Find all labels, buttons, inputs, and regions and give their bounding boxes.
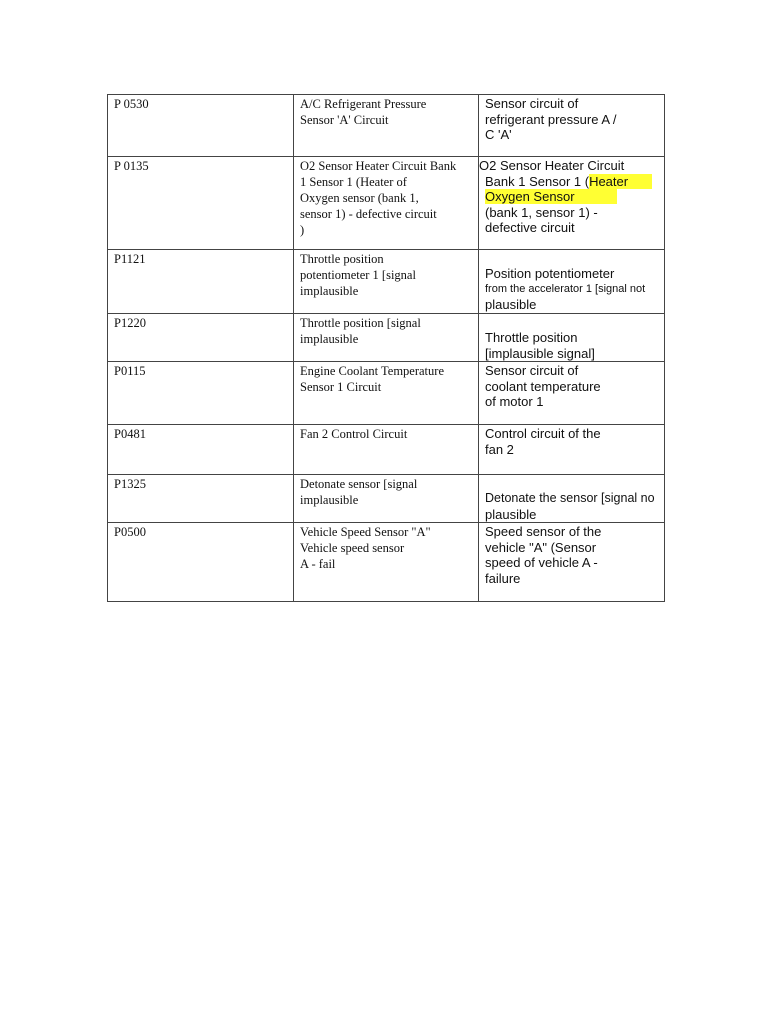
translation-line: [implausible signal] bbox=[485, 345, 595, 361]
translation-line: C 'A' bbox=[485, 127, 512, 142]
description-line: Vehicle speed sensor bbox=[300, 541, 405, 555]
description-line: implausible bbox=[300, 332, 359, 346]
dtc-code: P1325 bbox=[114, 477, 146, 491]
translation-line: Detonate the sensor [signal no bbox=[485, 491, 655, 505]
dtc-code: P0500 bbox=[114, 525, 146, 539]
translation-line: vehicle "A" (Sensor bbox=[485, 539, 597, 555]
dtc-code: P 0135 bbox=[114, 159, 149, 173]
english-description-cell bbox=[294, 475, 479, 523]
translation-line: plausible bbox=[485, 506, 537, 522]
description-line: sensor 1) - defective circuit bbox=[300, 207, 437, 221]
code-cell bbox=[108, 523, 294, 602]
translation-cell bbox=[479, 95, 665, 157]
english-description-cell bbox=[294, 523, 479, 602]
translation-line: Control circuit of the bbox=[485, 426, 601, 441]
description-line: Throttle position [signal bbox=[300, 316, 421, 330]
code-cell bbox=[108, 157, 294, 250]
english-description-cell bbox=[294, 157, 479, 250]
english-description-cell bbox=[294, 95, 479, 157]
table-row bbox=[108, 425, 665, 475]
description-line: implausible bbox=[300, 493, 359, 507]
translation-line: Position potentiometer bbox=[485, 266, 615, 281]
translation-cell bbox=[479, 523, 665, 602]
description-line: Engine Coolant Temperature bbox=[300, 364, 444, 378]
translation-line: Sensor circuit of bbox=[485, 363, 579, 378]
table-row bbox=[108, 157, 665, 250]
code-cell bbox=[108, 95, 294, 157]
translation-line: Sensor circuit of bbox=[485, 96, 579, 111]
translation-cell bbox=[479, 157, 665, 250]
description-line: Fan 2 Control Circuit bbox=[300, 427, 408, 441]
english-description-cell bbox=[294, 250, 479, 314]
description-line: Vehicle Speed Sensor "A" bbox=[300, 525, 431, 539]
translation-line: failure bbox=[485, 570, 521, 586]
code-cell bbox=[108, 314, 294, 362]
translation-line: (bank 1, sensor 1) - bbox=[485, 204, 598, 220]
description-line: A - fail bbox=[300, 557, 336, 571]
english-description-cell bbox=[294, 362, 479, 425]
translation-line bbox=[485, 174, 658, 190]
description-line: potentiometer 1 [signal bbox=[300, 268, 416, 282]
translation-cell bbox=[479, 314, 665, 362]
translation-line: Throttle position bbox=[485, 330, 578, 345]
translation-line: defective circuit bbox=[485, 220, 575, 235]
translation-line: O2 Sensor Heater Circuit bbox=[479, 158, 625, 173]
english-description-cell bbox=[294, 425, 479, 475]
translation-line: from the accelerator 1 [signal not bbox=[485, 282, 646, 295]
description-line: Throttle position bbox=[300, 252, 384, 266]
translation-cell bbox=[479, 475, 665, 523]
highlighted-text: Heater bbox=[589, 174, 652, 189]
description-line: 1 Sensor 1 (Heater of bbox=[300, 175, 407, 189]
translation-text: Bank 1 Sensor 1 ( bbox=[485, 173, 590, 189]
spacer bbox=[485, 315, 658, 330]
translation-line: refrigerant pressure A / bbox=[485, 111, 617, 127]
table-row bbox=[108, 475, 665, 523]
translation-cell bbox=[479, 362, 665, 425]
translation-line: speed of vehicle A - bbox=[485, 555, 598, 570]
table-row bbox=[108, 95, 665, 157]
description-line: ) bbox=[300, 223, 305, 237]
dtc-code: P1121 bbox=[114, 252, 146, 266]
table-row bbox=[108, 250, 665, 314]
spacer bbox=[485, 476, 658, 491]
translation-line: plausible bbox=[485, 297, 537, 312]
translation-cell bbox=[479, 425, 665, 475]
table-row bbox=[108, 314, 665, 362]
dtc-code: P0481 bbox=[114, 427, 146, 441]
dtc-code: P 0530 bbox=[114, 97, 149, 111]
code-cell bbox=[108, 475, 294, 523]
highlighted-text: Oxygen Sensor bbox=[485, 189, 617, 204]
translation-line: of motor 1 bbox=[485, 394, 544, 409]
translation-line: coolant temperature bbox=[485, 378, 601, 394]
translation-line bbox=[485, 189, 658, 205]
dtc-code: P1220 bbox=[114, 316, 146, 330]
description-line: O2 Sensor Heater Circuit Bank bbox=[300, 159, 457, 173]
table-row bbox=[108, 362, 665, 425]
translation-cell bbox=[479, 250, 665, 314]
code-cell bbox=[108, 362, 294, 425]
description-line: Oxygen sensor (bank 1, bbox=[300, 191, 419, 205]
english-description-cell bbox=[294, 314, 479, 362]
spacer bbox=[485, 251, 658, 266]
description-line: Detonate sensor [signal bbox=[300, 477, 418, 491]
translation-line: fan 2 bbox=[485, 441, 514, 457]
dtc-code: P0115 bbox=[114, 364, 146, 378]
table-row bbox=[108, 523, 665, 602]
dtc-table bbox=[107, 94, 665, 602]
code-cell bbox=[108, 250, 294, 314]
description-line: implausible bbox=[300, 284, 359, 298]
code-cell bbox=[108, 425, 294, 475]
description-line: A/C Refrigerant Pressure bbox=[300, 97, 427, 111]
translation-line: Speed sensor of the bbox=[485, 524, 602, 539]
description-line: Sensor 1 Circuit bbox=[300, 380, 382, 394]
description-line: Sensor 'A' Circuit bbox=[300, 113, 389, 127]
